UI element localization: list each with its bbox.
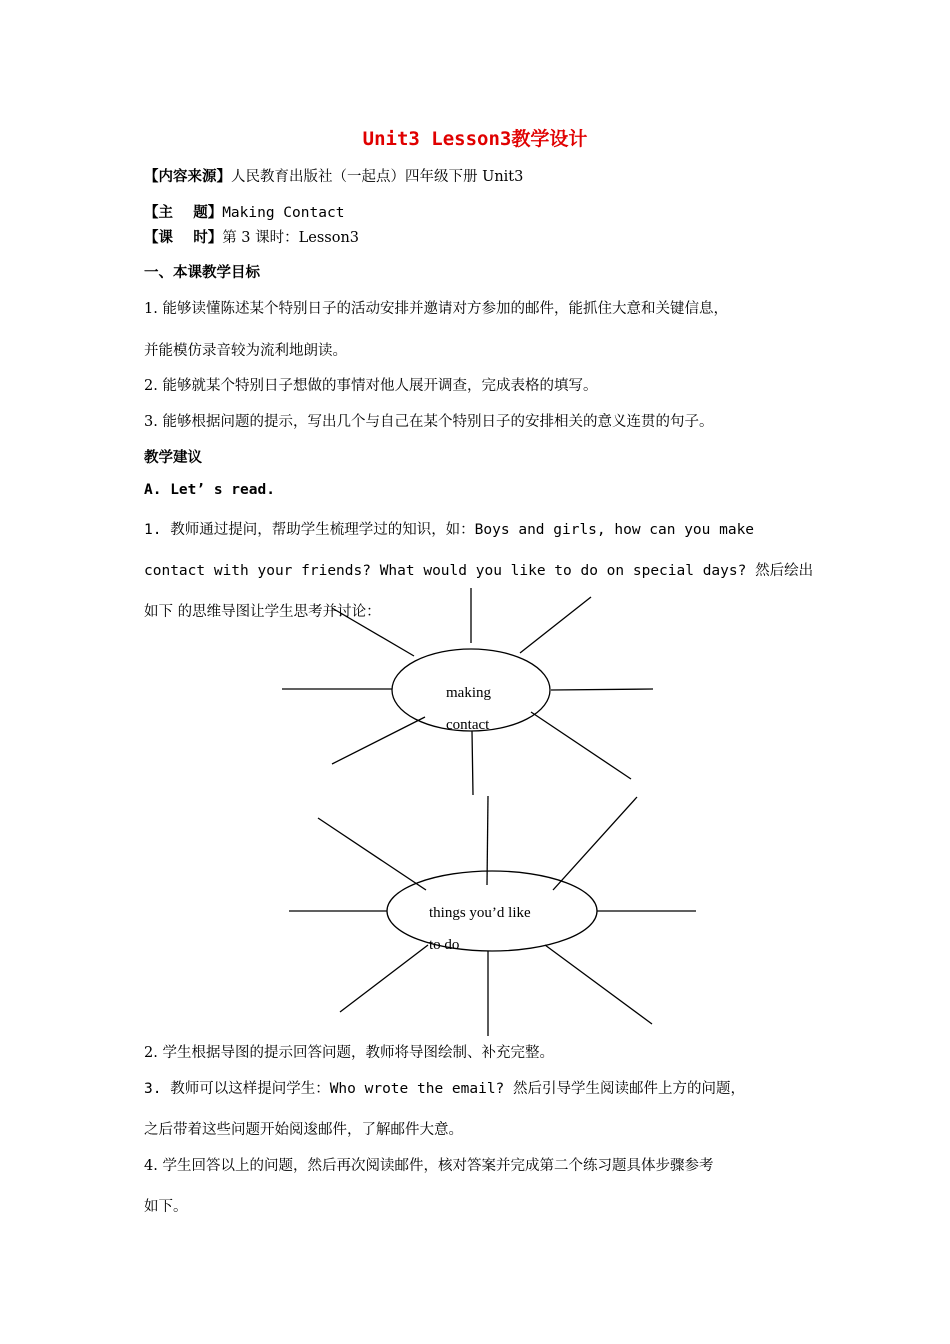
lower-spoke <box>340 945 428 1012</box>
upper-spoke <box>551 689 653 690</box>
section1-item3: 3. 能够根据问题的提示，写出几个与自己在某个特别日子的安排相关的意义连贯的句子。 <box>144 414 714 430</box>
section1-item1-line2: 并能模仿录音较为流利地朗读。 <box>144 343 347 359</box>
upper-spoke <box>472 731 473 795</box>
period-label: 【课 时】 <box>144 229 223 246</box>
node1-label-line1: making <box>446 685 491 701</box>
upper-spoke <box>332 717 425 764</box>
section2-item1-line1: 1. 教师通过提问，帮助学生梳理学过的知识，如：Boys and girls, how can you make <box>144 522 755 538</box>
node2-label-line2: to do <box>429 937 460 953</box>
section2-item2: 2. 学生根据导图的提示回答问题，教师将导图绘制、补充完整。 <box>144 1045 554 1061</box>
upper-spoke <box>520 597 591 653</box>
section2-item3-line2: 之后带着这些问题开始阅逡邮件，了解邮件大意。 <box>144 1122 463 1138</box>
section2-item3-line1: 3. 教师可以这样提问学生：Who wrote the email? 然后引导学生阅读邮件上方的问题， <box>144 1081 746 1097</box>
source-value: 人民教育出版社（一起点）四年级下册 Unit3 <box>231 169 524 185</box>
section2-item1-line2: contact with your friends? What would you like to do on special days? 然后绘出 <box>144 563 814 579</box>
lower-spoke <box>318 818 426 890</box>
section2-item4-line1: 4. 学生回答以上的问题，然后再次阅读邮件，核对答案并完成第二个练习题具体步骤参考 <box>144 1158 714 1174</box>
topic-label: 【主 题】 <box>144 204 223 221</box>
section2-item4-line2: 如下。 <box>144 1199 188 1215</box>
section2-item1-line3: 如下 的思维导图让学生思考并讨论： <box>144 604 381 620</box>
page-title: Unit3 Lesson3教学设计 <box>362 128 588 150</box>
section2-subheading: A. Let’ s read. <box>144 482 275 498</box>
period-value: 第 3 课时：Lesson3 <box>222 230 360 246</box>
node1-label-line2: contact <box>446 717 490 733</box>
upper-spoke <box>531 712 631 779</box>
section1-item2: 2. 能够就某个特别日子想做的事情对他人展开调查，完成表格的填写。 <box>144 378 598 394</box>
lower-spoke <box>553 797 637 890</box>
upper-spoke <box>332 608 414 656</box>
topic-value: Making Contact <box>222 205 345 221</box>
section1-heading: 一、本课教学目标 <box>144 264 260 281</box>
source-label: 【内容来源】 <box>144 168 231 185</box>
section1-item1-line1: 1. 能够读懂陈述某个特别日子的活动安排并邀请对方参加的邮件，能抓住大意和关键信息， <box>144 301 728 317</box>
lower-spoke <box>545 945 652 1024</box>
section2-heading: 教学建议 <box>144 449 202 466</box>
node2-label-line1: things you’d like <box>429 905 531 921</box>
